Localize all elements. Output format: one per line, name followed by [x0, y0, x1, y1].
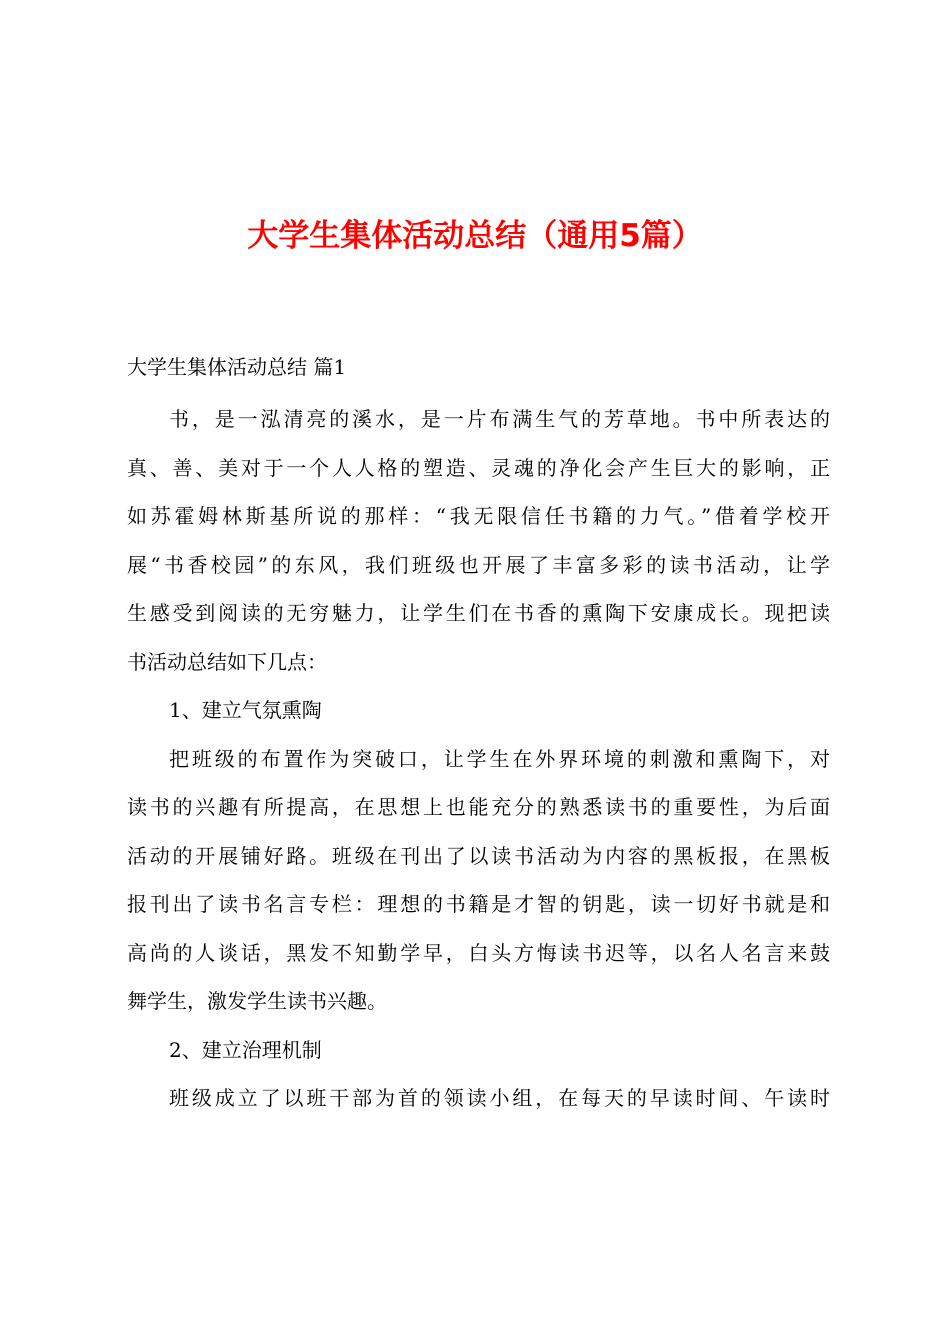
subheading: 1、建立气氛熏陶: [169, 698, 322, 722]
paragraph-line: 真、善、美对于一个人人格的塑造、灵魂的净化会产生巨大的影响，正: [127, 455, 830, 480]
paragraph-line: 书活动总结如下几点：: [127, 649, 327, 674]
paragraph-line: 把班级的布置作为突破口，让学生在外界环境的刺激和熏陶下，对: [169, 746, 830, 771]
document-body: [127, 343, 830, 1123]
paragraph-line: 高尚的人谈话，黑发不知勤学早，白头方悔读书迟等，以名人名言来鼓: [127, 940, 830, 965]
paragraph-line: 生感受到阅读的无穷魅力，让学生们在书香的熏陶下安康成长。现把读: [127, 601, 830, 625]
paragraph-line: 读书的兴趣有所提高，在思想上也能充分的熟悉读书的重要性，为后面: [127, 795, 830, 819]
paragraph-line: 舞学生，激发学生读书兴趣。: [127, 989, 387, 1013]
paragraph-line: 书，是一泓清亮的溪水，是一片布满生气的芳草地。书中所表达的: [169, 407, 830, 431]
paragraph-line: 如苏霍姆林斯基所说的那样：“我无限信任书籍的力气。”借着学校开: [127, 504, 830, 528]
document-title: 大学生集体活动总结（通用5篇）: [247, 218, 703, 254]
paragraph-line: 展“书香校园”的东风，我们班级也开展了丰富多彩的读书活动，让学: [127, 552, 830, 577]
paragraph-line: 报刊出了读书名言专栏：理想的书籍是才智的钥匙，读一切好书就是和: [127, 892, 830, 916]
section-heading: 大学生集体活动总结 篇1: [127, 355, 347, 379]
paragraph-line: 班级成立了以班干部为首的领读小组，在每天的早读时间、午读时: [169, 1086, 830, 1110]
paragraph-line: 活动的开展铺好路。班级在刊出了以读书活动为内容的黑板报，在黑板: [127, 843, 830, 868]
subheading: 2、建立治理机制: [169, 1037, 322, 1062]
